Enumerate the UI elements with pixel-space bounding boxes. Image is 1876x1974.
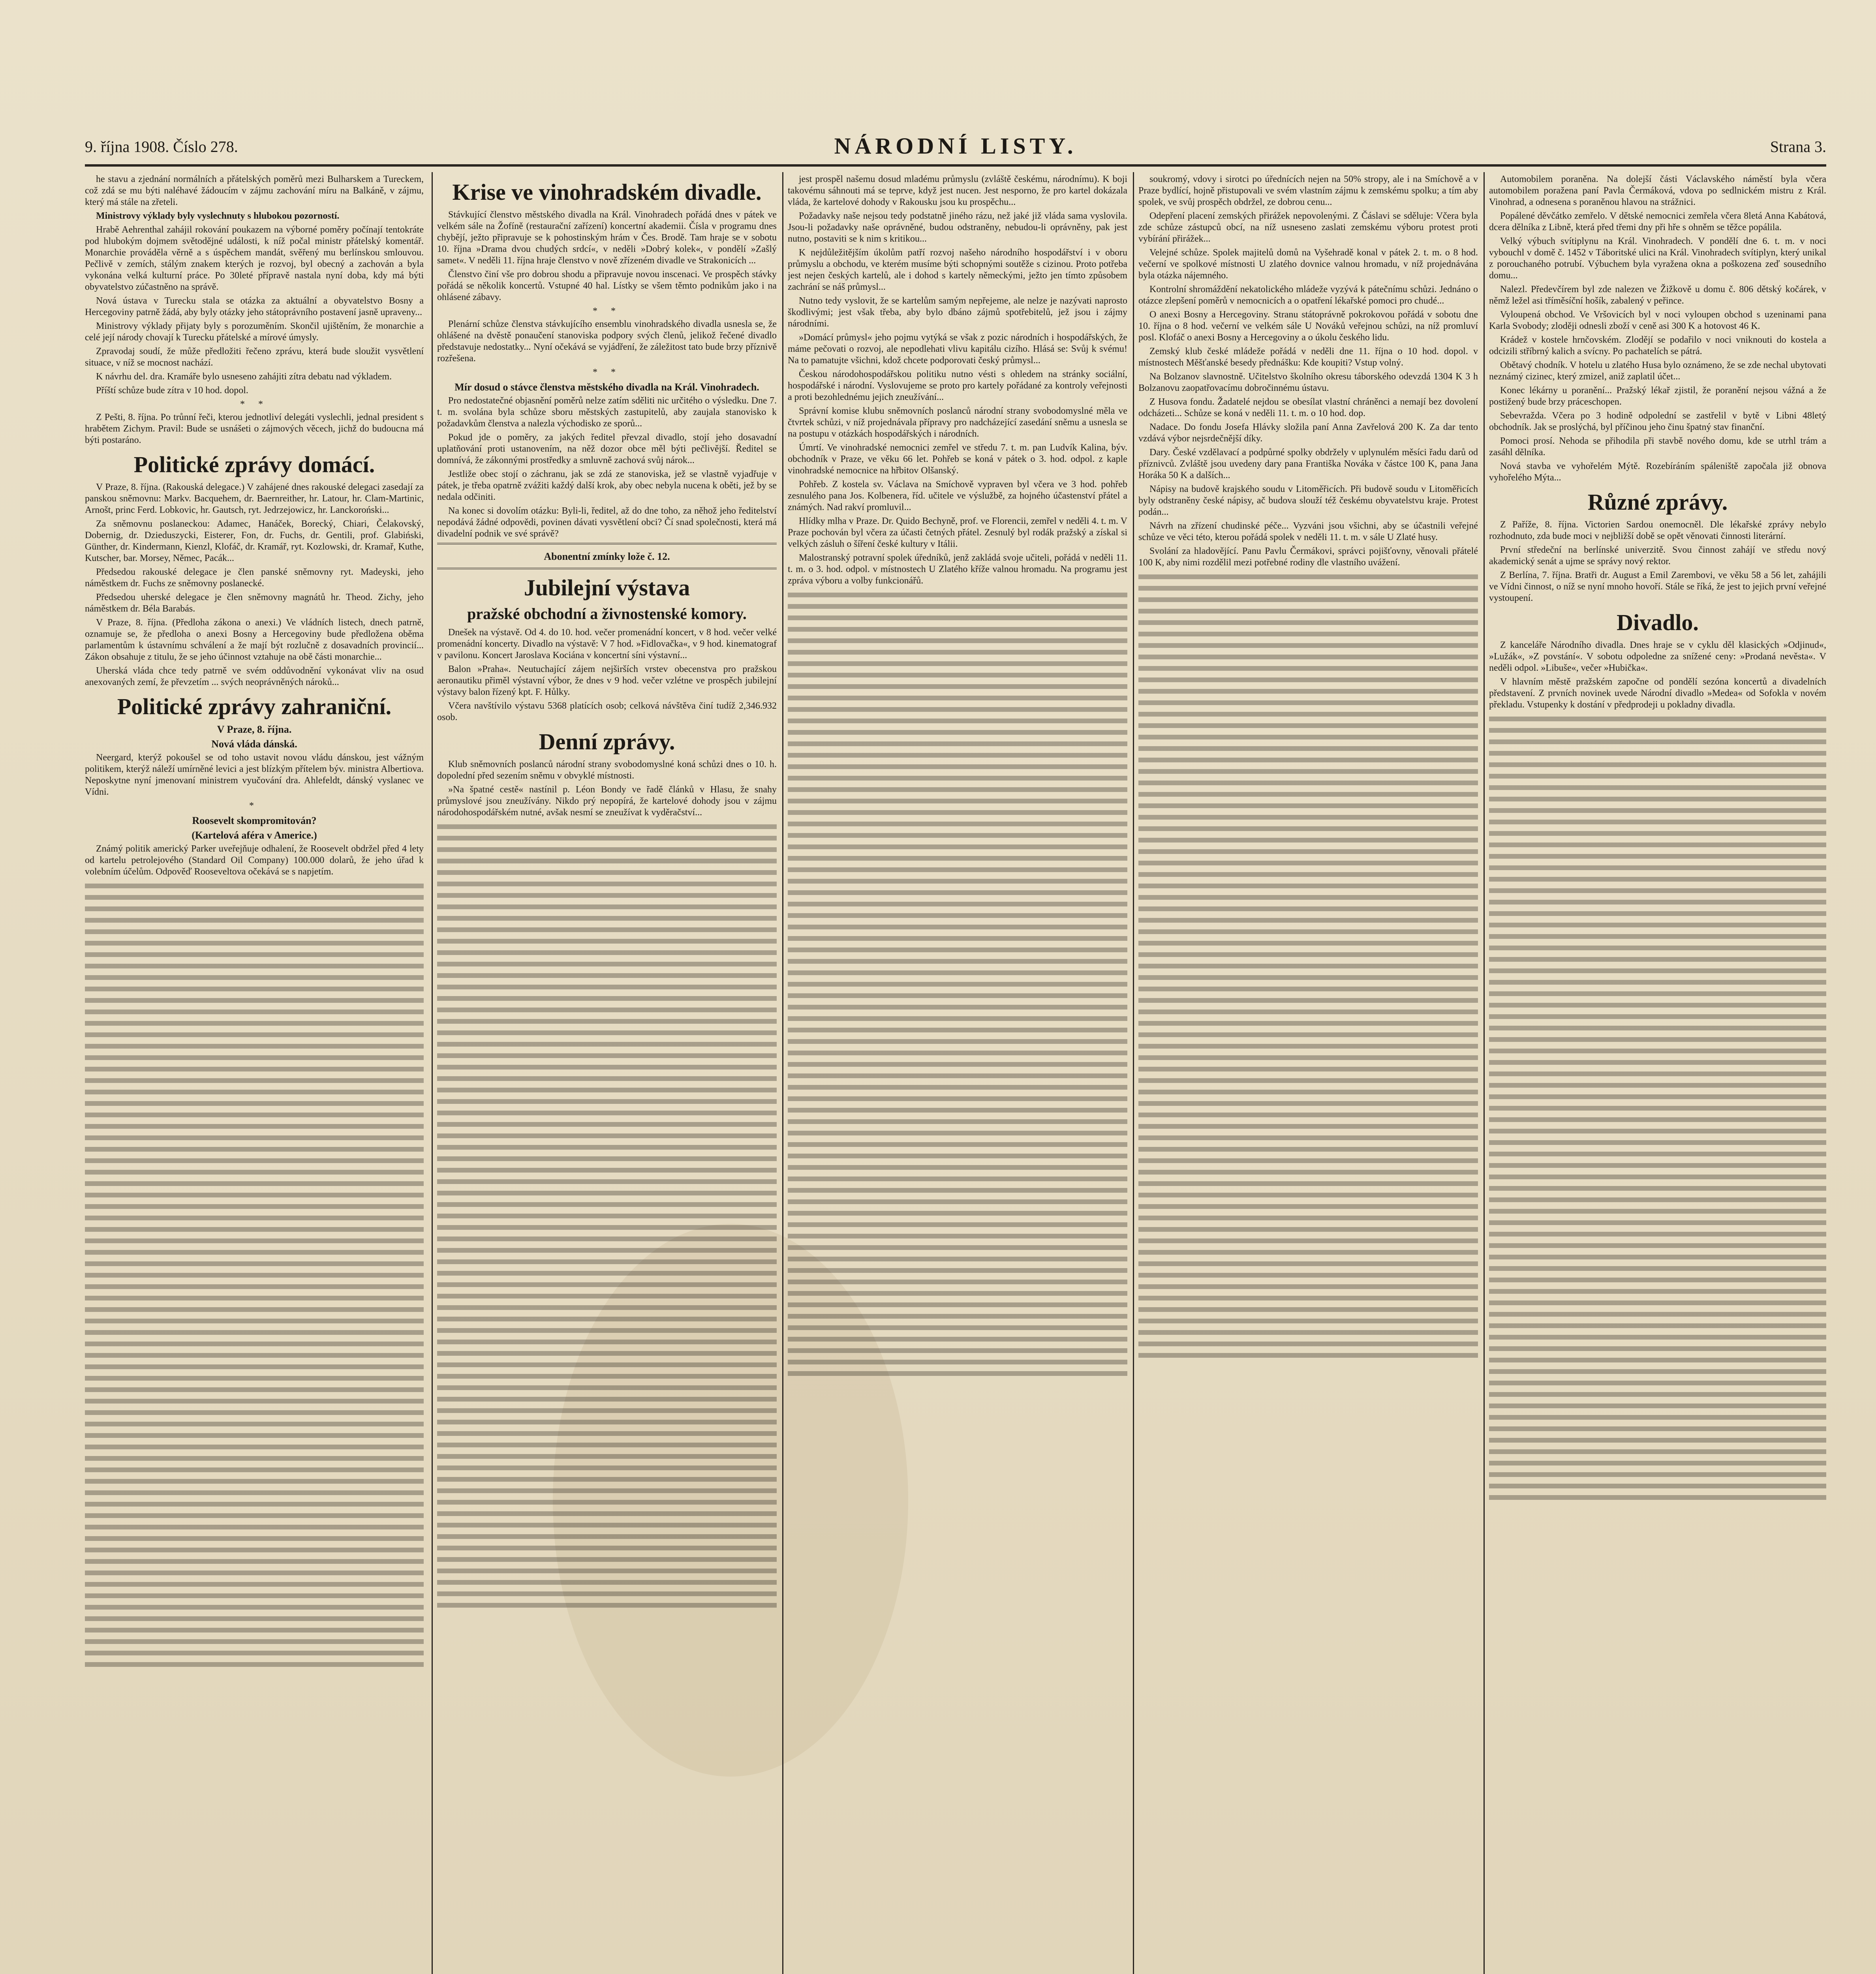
article-paragraph: Včera navštívilo výstavu 5368 platících osob; celková návštěva činí tudíž 2,346.932 osob. [437, 701, 777, 722]
column-5 [1489, 174, 1826, 1974]
text-continuation [1138, 571, 1478, 1360]
text-continuation [85, 880, 424, 1670]
article-paragraph: Balon »Praha«. Neutuchající zájem nejširších vrstev obecenstva pro pražskou aeronautiku přiměl výstavní výbor, že dnes v 9 hod. večer vzlétne ve prospěch jubilejní výstavy balon řízený kpt. F. Hůlky. [437, 664, 777, 697]
section-heading-daily-news: Denní zprávy. [539, 729, 675, 754]
article-paragraph: Nová stavba ve vyhořelém Mýtě. Rozebíráním spáleniště započala již obnova vyhořelého Mýta... [1489, 461, 1826, 483]
article-paragraph: Zpravodaj soudí, že může předložiti řečeno zprávu, která bude sloužit vysvětlení situace, v níž se mocnost nachází. [85, 346, 424, 368]
masthead [85, 133, 1826, 161]
article-paragraph: Nadace. Do fondu Josefa Hlávky složila paní Anna Zavřelová 200 K. Za dar tento vzdává výbor nejsrdečnější díky. [1138, 422, 1478, 444]
column-2 [437, 174, 777, 1974]
column-rule [1133, 172, 1134, 1974]
article-paragraph: Automobilem poraněna. Na dolejší části Václavského náměstí byla včera automobilem poražena paní Pavla Čermáková, vdova po sedlnickém mistru z Král. Vinohrad, a odnesena s poraněnou hlavou na strážnici. [1489, 174, 1826, 207]
article-subheading: Mír dosud o stávce členstva městského divadla na Král. Vinohradech. [454, 381, 759, 393]
section-heading-domestic: Politické zprávy domácí. [133, 452, 375, 477]
article-paragraph: Hrabě Aehrenthal zahájil rokování poukazem na výborné poměry počínají tentokráte pod hlubokým dojmem světodějné události, k níž počal ministr přátelský komentář. Monarchie prováděla věrně a s úspěchem mandát, svěřený mu berlínskou smlouvou. Pečlivě v zemích, stálým znakem kterých je rozvoj, byl obecný a zachován a byla vykonána velká kulturní práce. Po 30leté přípravě nastala nyní doba, kdy má býti obyvatelstvo zúčastněno na správě. [85, 225, 424, 292]
article-paragraph: Nalezl. Předevčírem byl zde nalezen ve Žižkově u domu č. 806 dětský kočárek, v němž ležel asi tříměsíční hošík, zabalený v peřince. [1489, 284, 1826, 306]
article-paragraph: »Na špatné cestě« nastínil p. Léon Bondy ve řadě článků v Hlasu, že snahy průmyslové jsou zneužívány. Nikdo prý nepopírá, že kartelové dohody jsou v zájmu národohospodářském nutné, avšak nesmí se zneužívat k vyděračství... [437, 784, 777, 818]
article-paragraph: Známý politik americký Parker uveřejňuje odhalení, že Roosevelt obdržel před 4 lety od kartelu petrolejového (Standard Oil Company) 100.000 dolarů, že jeho úřad k volebním účelům. Odpověď Rooseveltova očekává se s napjetím. [85, 844, 424, 877]
separator: * * [593, 306, 621, 316]
article-paragraph: Předsedou rakouské delegace je člen panské sněmovny ryt. Madeyski, jeho náměstkem dr. Fuchs ze sněmovny poslanecké. [85, 567, 424, 589]
issue-date: 9. října 1908. Číslo 278. [85, 138, 238, 156]
article-paragraph: Kontrolní shromáždění nekatolického mládeže vyzývá k pátečnímu schůzi. Jednáno o otázce zlepšení poměrů v nemocnicích a o opatření lékařské pomoci pro chudé... [1138, 284, 1478, 306]
article-paragraph: Popálené děvčátko zemřelo. V dětské nemocnici zemřela včera 8letá Anna Kabátová, dcera dělníka z Libně, která před třemi dny při hře s ohněm se těžce popálila. [1489, 211, 1826, 233]
article-paragraph: Hlídky mlha v Praze. Dr. Quido Bechyně, prof. ve Florencii, zemřel v neděli 4. t. m. V Praze pochován byl včera za účasti četných přátel. Zesnulý byl rodák pražský a získal si velkých zásluh o šíření české kultury v Itálii. [788, 516, 1127, 549]
article-subheading: Nová vláda dánská. [211, 738, 297, 750]
article-paragraph: Odepření placení zemských přirážek nepovolenými. Z Čáslavi se sděluje: Včera byla zde schůze zástupců obcí, na níž usneseno zaslati zemskému výboru protest proti vybírání přirážek... [1138, 211, 1478, 244]
article-paragraph: Malostranský potravní spolek úředníků, jenž zakládá svoje učiteli, pořádá v neděli 11. t. m. o 3. hod. odpol. v místnostech U Zlatého kříže valnou hromadu. Na programu jest zpráva výboru a volby funkcionářů. [788, 553, 1127, 586]
article-paragraph: Velejné schůze. Spolek majitelů domů na Vyšehradě konal v pátek 2. t. m. o 8 hod. večerní ve spolkové místnosti U zlatého dovnice valnou hromadu, v níž projednávána byla otázka nájemného. [1138, 248, 1478, 281]
article-paragraph: Neergard, kterýž pokoušel se od toho ustavit novou vládu dánskou, jest vážným politikem, kterýž náleží umírněné levici a jest blízkým přítelem býv. ministra Albertiova. Neposkytne nyní jmenovaní ministrem vyučování dra. Ahlefeldt, dánský vyslanec ve Vídni. [85, 752, 424, 797]
article-paragraph: Pomoci prosí. Nehoda se přihodila při stavbě nového domu, kde se utrhl trám a zasáhl dělníka. [1489, 436, 1826, 458]
subscription-notice [437, 543, 777, 569]
article-paragraph: Úmrtí. Ve vinohradské nemocnici zemřel ve středu 7. t. m. pan Ludvík Kalina, býv. obchodník v Praze, ve věku 66 let. Pohřeb se koná v pátek o 3. hod. odpol. z kaple vinohradské nemocnice na hřbitov Olšanský. [788, 443, 1127, 476]
article-subheading: pražské obchodní a živnostenské komory. [467, 605, 747, 623]
article-paragraph: Uherská vláda chce tedy patrně ve svém oddůvodnění vykonávat vliv na osud anexovaných zemí, že převzetím ... svých neoprávněných nároků... [85, 666, 424, 687]
section-heading-foreign: Politické zprávy zahraniční. [117, 694, 392, 719]
article-paragraph: V hlavním městě pražském započne od pondělí sezóna koncertů a divadelních představení. Z prvních novinek uvede Národní divadlo »Medea« od Sofokla v novém překladu. Vstupenky k dostání v předprodeji u pokladny divadla. [1489, 677, 1826, 710]
article-paragraph: Pokud jde o poměry, za jakých ředitel převzal divadlo, stojí jeho dosavadní uplatňování proti ustanovením, na něž dozor obce měl býti pečlivější. Ředitel se domnívá, že zákonnými prostředky a smluvně zachová svůj nárok... [437, 432, 777, 465]
article-paragraph: Členstvo činí vše pro dobrou shodu a připravuje novou inscenaci. Ve prospěch stávky pořádá se několik koncertů. Vstupné 40 hal. Lístky se všem těmto podnikům jako i na ohlásené zábavy. [437, 269, 777, 302]
article-paragraph: V Praze, 8. října. (Předloha zákona o anexi.) Ve vládních listech, dnech patrně, oznamuje se, že předloha o anexi Bosny a Hercegoviny bude předložena oběma parlamentům k ústavnímu schválení a že mají být rozlučně z dosavadních provincií... Zákon obsahuje z titulu, že se jeho účinnost vztahuje na obě části monarchie... [85, 617, 424, 662]
article-paragraph: Předsedou uherské delegace je člen sněmovny magnátů hr. Theod. Zichy, jeho náměstkem dr. Béla Barabás. [85, 592, 424, 614]
article-paragraph: Nápisy na budově krajského soudu v Litoměřicích. Při budově soudu v Litoměřicích byly odstraněny české nápisy, ač budova slouží též českému obyvatelstvu kraje. Protest podán... [1138, 484, 1478, 517]
separator: * * [240, 399, 269, 409]
article-paragraph: Pohřeb. Z kostela sv. Václava na Smíchově vypraven byl včera ve 3 hod. pohřeb zesnulého pana Jos. Kolbenera, říd. učitele ve výslužbě, za hojného účastenství přátel a známých. Nad rakví promluvil... [788, 479, 1127, 512]
article-paragraph: Velký výbuch svítiplynu na Král. Vinohradech. V pondělí dne 6. t. m. v noci vybouchl v domě č. 1452 v Táboritské ulici na Král. Vinohradech svítiplyn, který unikal z porouchaného potrubí. Výbuchem byla vyražena okna a poškozena zeď sousedního domu... [1489, 236, 1826, 281]
article-paragraph: Pro nedostatečné objasnění poměrů nelze zatím sděliti nic určitého o výsledku. Dne 7. t. m. svolána byla schůze sboru městských zastupitelů, aby zaujala stanovisko k požadavkům členstva a nalezla východisko ze sporů... [437, 396, 777, 429]
article-paragraph: Nová ústava v Turecku stala se otázka za aktuální a obyvatelstvo Bosny a Hercegoviny patrně žádá, aby byly otázky jeho státoprávního postavení jasně upraveny... [85, 296, 424, 317]
article-heading: Krise ve vinohradském divadle. [452, 179, 762, 205]
newspaper-title: NÁRODNÍ LISTY. [834, 133, 1077, 159]
article-paragraph: Dary. České vzdělavací a podpůrné spolky obdržely v uplynulém měsíci řadu darů od příznivců. Zvláště jsou uvedeny dary pana Františka Nováka v částce 100 K, pana Jana Horáka 50 K a dalších... [1138, 447, 1478, 480]
column-rule [432, 172, 433, 1974]
article-paragraph: V Praze, 8. října. (Rakouská delegace.) V zahájené dnes rakouské delegaci zasedají za panskou sněmovnu: Markv. Bacquehem, dr. Baernreither, hr. Latour, hr. Clam-Martinic, Arnošt, princ Ferd. Lobkovic, hr. Gautsch, ryt. Jedrzejowicz, hr. Lanckoroński... [85, 482, 424, 515]
article-paragraph: K nejdůležitějším úkolům patří rozvoj našeho národního hospodářství i v oboru průmyslu a obchodu, ve kterém musíme býti schopnými soutěže s cizinou. Proto potřeba jest nejen českých kartelů, ale i dohod s kartely německými, ježto jen tímto způsobem zachrání se náš průmysl... [788, 248, 1127, 292]
article-paragraph: Svolání za hladovějící. Panu Pavlu Čermákovi, správci pojišťovny, věnovali přátelé 100 K, aby nimi rozdělil mezi potřebné rodiny dle vlastního uvážení. [1138, 546, 1478, 568]
article-paragraph: Správní komise klubu sněmovních poslanců národní strany svobodomyslné měla ve čtvrtek schůzi, v níž projednávala přípravy pro nadcházející zasedání sněmu a usnesla se na postupu v otázkách hospodářských i národních. [788, 406, 1127, 439]
article-paragraph: První středeční na berlínské univerzitě. Svou činnost zahájí ve středu nový akademický senát a ujme se správy nový rektor. [1489, 545, 1826, 567]
article-paragraph: Ministrovy výklady přijaty byly s porozuměním. Skončil ujištěním, že monarchie a celé její národy chovají k Turecku přátelské a mírové úmysly. [85, 321, 424, 343]
article-paragraph: Za sněmovnu poslaneckou: Adamec, Hanáček, Borecký, Chiari, Čelakovský, Dobernig, dr. Dzieduszycki, Eisterer, Fon, dr. Fuchs, dr. Gentili, prof. Glabiński, Günther, dr. Kindermann, Kienzl, Klofáč, dr. Kramář, ryt. Kozlowski, dr. Kramař, Kuthe, Kutscher, bar. Morsey, Němec, Pacák... [85, 519, 424, 563]
text-continuation [437, 821, 777, 1610]
article-paragraph: Z kanceláře Národního divadla. Dnes hraje se v cyklu děl klasických »Odjinud«, »Lužák«, »Z povstání«. V sobotu odpoledne za snížené ceny: »Prodaná nevěsta«. V neděli odpol. »Libuše«, večer »Hubička«. [1489, 640, 1826, 673]
article-paragraph: jest prospěl našemu dosud mladému průmyslu (zvláště českému, národnímu). K boji takovému sáhnouti má se teprve, když jest nucen. Jest nesporno, že pro kartel dokázala vláda, že kartelové dohody v Rakousku jsou ku prospěchu... [788, 174, 1127, 207]
article-paragraph: Krádež v kostele hrnčovském. Zlodějí se podařilo v noci vniknouti do kostela a odcizili stříbrný kalich a svícny. Po pachatelích se pátrá. [1489, 335, 1826, 357]
column-3 [788, 174, 1127, 1974]
article-paragraph: Požadavky naše nejsou tedy podstatně jiného rázu, než jaké již vláda sama vyslovila. Jsou-li požadavky naše oprávněné, budou odstraněny, nebudou-li oprávněny, pak jest nutno, postaviti se k nim s kritikou... [788, 211, 1127, 244]
text-continuation [788, 589, 1127, 1379]
news-brief: Z Pešti, 8. října. Po trůnní řeči, kterou jednotliví delegáti vyslechli, jednal president s hrabětem Zichym. Pravil: Bude se usnášeti o zájmových věcech, jichž do budoucna má býti postaráno. [85, 412, 424, 445]
article-paragraph: Návrh na zřízení chudinské péče... Vyzváni jsou všichni, aby se účastnili veřejné schůze ve věci této, kterou pořádá spolek v neděli 11. t. m. v sále U Zlaté husy. [1138, 521, 1478, 542]
article-paragraph: Stávkující členstvo městského divadla na Král. Vinohradech pořádá dnes v pátek ve velkém sále na Žofíně (restaurační zařízení) koncertní akademii. Čísla v programu dnes chybějí, ježto připravuje se k pohostinským hrám v Čes. Brodě. Tam hraje se v sobotu 10. října »Drama dvou chudých srdcí«, v neděli »Dobrý kolek«, v pondělí »Zašlý samet«. V neděli 11. října hraje členstvo v nově zřízeném divadle ve Strakonicích ... [437, 210, 777, 266]
article-paragraph: Českou národohospodářskou politiku nutno vésti s ohledem na stránky sociální, hospodářské i národní. Vyslovujeme se proto pro kartely pořádané za kontroly veřejnosti a proti bezohlednému jejich zneužívání... [788, 369, 1127, 402]
article-paragraph: Vyloupená obchod. Ve Vršovicích byl v noci vyloupen obchod s uzeninami pana Karla Svobody; zloději odnesli zboží v ceně asi 300 K a hotovost 46 K. [1489, 310, 1826, 331]
subscription-notice-text: Abonentní zmínky lože č. 12. [544, 551, 670, 562]
article-heading: Jubilejní výstava [524, 575, 690, 600]
column-rule [782, 172, 783, 1974]
article-paragraph: Nutno tedy vyslovit, že se kartelům samým nepřejeme, ale nelze je nazývati naprosto škodlivými; jest však třeba, aby bylo dbáno zájmů spotřebitelů, jež jsou i zájmy národními. [788, 296, 1127, 329]
article-subheading: Roosevelt skompromitován? [192, 815, 317, 826]
article-paragraph: O anexi Bosny a Hercegoviny. Stranu státoprávně pokrokovou pořádá v sobotu dne 10. října o 8 hod. večerní ve velkém sále U Nováků veřejnou schůzi, na níž promluví posl. Klofáč o anexi Bosny a Hercegoviny a o úkolu českého lidu. [1138, 310, 1478, 343]
article-paragraph: Z Berlína, 7. října. Bratři dr. August a Emil Zarembovi, ve věku 58 a 56 let, zahájili ve Vídni činnost, o níž se nyní mnoho hovoří. Stále se říká, že jest to jejich první veřejné vystoupení. [1489, 570, 1826, 603]
section-heading-theatre: Divadlo. [1617, 610, 1699, 635]
article-paragraph: Klub sněmovních poslanců národní strany svobodomyslné koná schůzi dnes o 10. h. dopolední před sezením sněmu v obvyklé místnosti. [437, 759, 777, 781]
article-paragraph: Obětavý chodník. V hotelu u zlatého Husa bylo oznámeno, že se zde nechal ubytovati neznámý cizinec, který zmizel, aniž zaplatil účet... [1489, 360, 1826, 382]
separator: * * [593, 367, 621, 377]
article-subheading: (Kartelová aféra v Americe.) [192, 829, 317, 841]
article-paragraph: Ministrovy výklady byly vyslechnuty s hlubokou pozorností. [96, 211, 340, 221]
column-rule [1484, 172, 1485, 1974]
column-1 [85, 174, 424, 1974]
column-4 [1138, 174, 1478, 1974]
article-paragraph: Konec lékárny u poranění... Pražský lékař zjistil, že poranění nejsou vážná a že postižený bude brzy práceschopen. [1489, 385, 1826, 407]
page-number: Strana 3. [1770, 138, 1826, 156]
article-paragraph: Z Husova fondu. Žadatelé nejdou se obesílat vlastní chráněnci a nemají bez dovolení odcházeti... Schůze se koná v neděli 11. t. m. o 10 hod. dop. [1138, 397, 1478, 418]
article-paragraph: Jestliže obec stojí o záchranu, jak se zdá ze stanoviska, jež se vlastně vyjadřuje v pátek, je třeba opatrně zvážiti každý další krok, aby obec nebyla nucena k oběti, jež by se nedala odčiniti. [437, 469, 777, 502]
article-paragraph: Na konec si dovolím otázku: Byli-li, ředitel, až do dne toho, za něhož jeho ředitelství nepodává žádné odpovědi, povinen dávati vysvětlení obci? Čí snad společnosti, která má divadelní podnik ve své správě? [437, 506, 777, 539]
article-paragraph: Plenární schůze členstva stávkujícího ensemblu vinohradského divadla usnesla se, že ohlášené na dvěstě ponaučení stanoviska podpory svých členů, jelikož řečené divadlo představuje nedostatky... Nyní očekává se vyjádření, že záležitost tato bude brzy příznivě rozřešena. [437, 319, 777, 364]
article-paragraph: Na Bolzanov slavnostně. Učitelstvo školního okresu táborského odevzdá 1304 K 3 h Bolzanovu zaopatřovacímu dobročinnému ústavu. [1138, 372, 1478, 393]
separator: * [249, 801, 259, 811]
section-heading-misc: Různé zprávy. [1587, 489, 1728, 515]
article-paragraph: he stavu a zjednání normálních a přátelských poměrů mezi Bulharskem a Tureckem, což zdá se mu býti naléhavé žádoucím v zájmu zachování míru na Balkáně, v zájmu, který má stále na zřeteli. [85, 174, 424, 207]
article-paragraph: Zemský klub české mládeže pořádá v neděli dne 11. října o 10 hod. dopol. v místnostech Měšťanské besedy přednášku: Kde koupiti? Vstup volný. [1138, 346, 1478, 368]
article-paragraph: Příští schůze bude zítra v 10 hod. dopol. [96, 385, 248, 396]
article-paragraph: Dnešek na výstavě. Od 4. do 10. hod. večer promenádní koncert, v 8 hod. večer velké promenádní koncerty. Divadlo na výstavě: V 7 hod. »Fidlovačka«, v 9 hod. kinematograf v pavilonu. Koncert Jaroslava Kociána v koncertní síni výstavní... [437, 627, 777, 661]
article-paragraph: Sebevražda. Včera po 3 hodině odpolední se zastřelil v bytě v Libni 48letý obchodník. Jak se proslýchá, byl příčinou jeho činu špatný stav finanční. [1489, 411, 1826, 432]
article-paragraph: K návrhu del. dra. Kramáře bylo usneseno zahájiti zítra debatu nad výkladem. [96, 372, 392, 382]
header-rule [85, 164, 1826, 167]
article-paragraph: »Domácí průmysl« jeho pojmu vytýká se však z pozic národních i hospodářských, že máme pečovati o rozvoj, ale nepodlehati vlivu kapitálu cizího. Hlásá se: Svůj k svému! Na to pamatujte všichni, kdož chcete podporovati český průmysl... [788, 332, 1127, 366]
article-paragraph: soukromý, vdovy i sirotci po úřednících nejen na 50% stropy, ale i na Smíchově a v Praze bydlící, hojně přistupovali ve svém vlastním zájmu k zemskému spolku; a tím aby spolek, ve svůj prospěch obdržel, ze dobrou cenu... [1138, 174, 1478, 207]
text-continuation [1489, 713, 1826, 1503]
dateline: V Praze, 8. října. [217, 724, 292, 735]
article-paragraph: Z Paříže, 8. října. Victorien Sardou onemocněl. Dle lékařské zprávy nebylo rozhodnuto, zda bude moci v nejbližší době se opět věnovati činnosti literární. [1489, 520, 1826, 541]
